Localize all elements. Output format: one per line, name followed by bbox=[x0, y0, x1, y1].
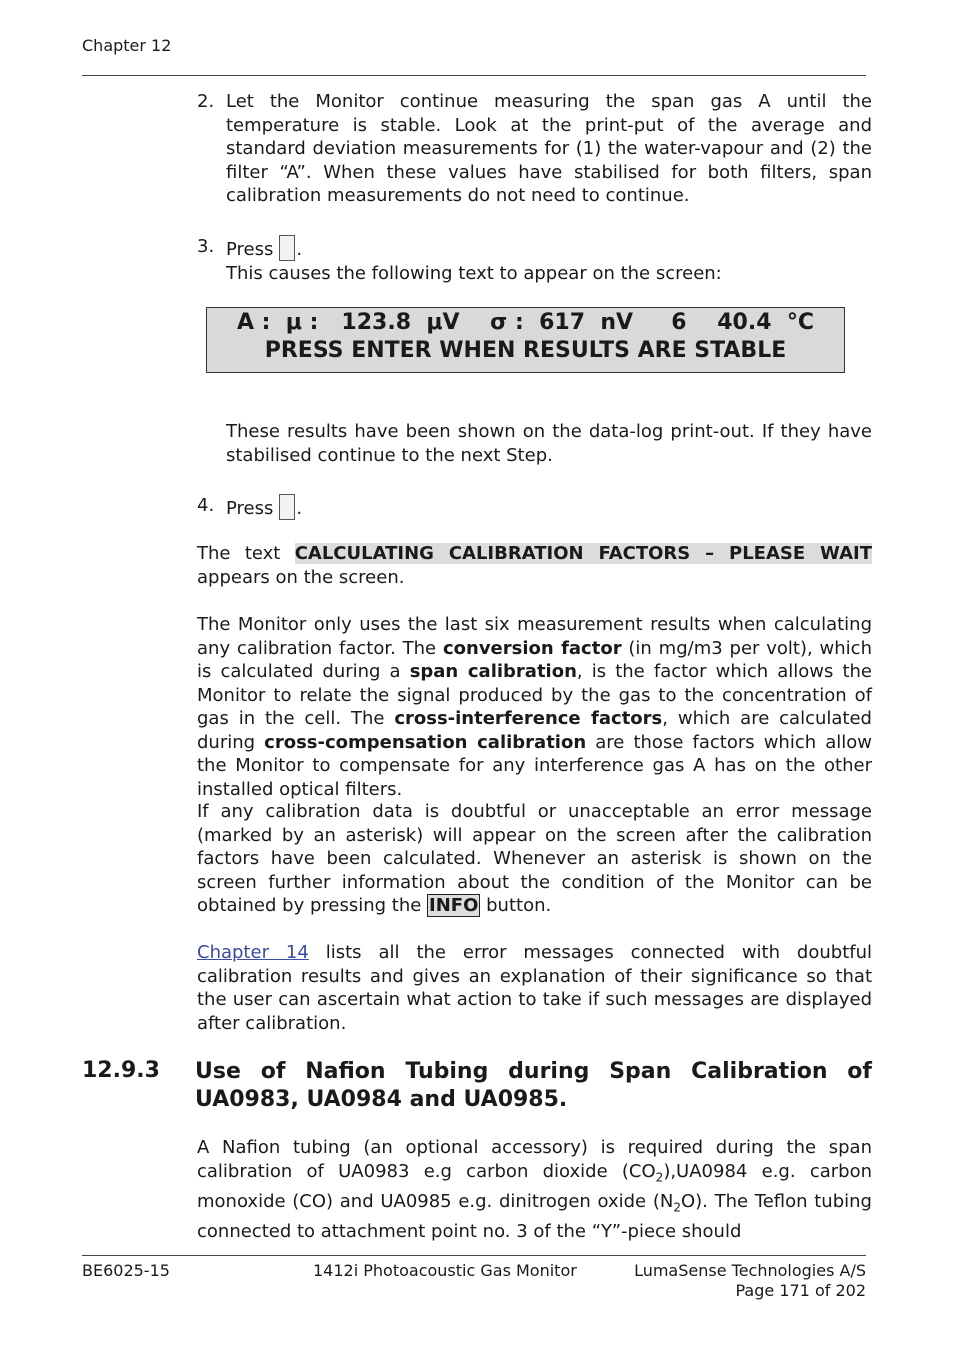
step-4-number: 4. bbox=[197, 495, 215, 516]
chapter-reference-paragraph: Chapter 14 lists all the error messages connected with doubtful calibration results and gives an explanation of their significance so that the user can ascertain what action to take if such messages are displayed after calibration. bbox=[197, 942, 873, 1034]
step-4-text: Press . bbox=[226, 494, 872, 521]
step-3-press-label: Press bbox=[226, 239, 274, 260]
info-button-label: INFO bbox=[429, 895, 479, 916]
screen-line-1: A : μ : 123.8 μV σ : 617 nV 6 40.4 °C bbox=[236, 310, 814, 335]
screen-line-2: PRESS ENTER WHEN RESULTS ARE STABLE bbox=[264, 338, 787, 363]
footer-rule bbox=[82, 1255, 866, 1256]
step-3-line2: This causes the following text to appear on the screen: bbox=[226, 262, 722, 284]
header-rule bbox=[82, 75, 866, 76]
calibration-factor-paragraph: The Monitor only uses the last six measurement results when calculating any calibration factor. The conversion factor (in mg/m3 per volt), which is calculated during a span calibration, is the factor which allows the Monitor to relate the signal produced by the gas to the concentration of gas in the cell. The cross-interference factors, which are calculated during cross-compensation calibration are those factors which allow the Monitor to compensate for any interference gas A has on the other installed optical filters. bbox=[197, 614, 872, 800]
nafion-paragraph: A Nafion tubing (an optional accessory) is required during the span calibration of UA0983 e.g carbon dioxide $(CO_2),UA0984$ e.g. carbon monoxide (CO) and UA0985 e.g. dinitrogen oxide $(N_2O)$. The Teflon tubing connected to attachment point no. 3 of the “Y”-piece should bbox=[197, 1137, 872, 1242]
footer-doc-number: BE6025-15 bbox=[82, 1261, 170, 1280]
enter-key-icon bbox=[279, 235, 295, 261]
calculating-message: CALCULATING CALIBRATION FACTORS – PLEASE WAIT bbox=[294, 543, 872, 564]
section-number: 12.9.3 bbox=[82, 1058, 160, 1083]
footer-company-page bbox=[560, 1261, 866, 1301]
step-3-number: 3. bbox=[197, 236, 215, 257]
footer-company: LumaSense Technologies A/S bbox=[634, 1261, 866, 1280]
monitor-screen-display bbox=[206, 307, 845, 373]
error-message-paragraph: If any calibration data is doubtful or unacceptable an error message (marked by an asterisk) will appear on the screen after the calibration factors have been calculated. Whenever an asterisk is shown on the screen further information about the condition of the Monitor can be obtained by pressing the INFO button. bbox=[197, 801, 872, 916]
step-4-press-label: Press bbox=[226, 498, 274, 519]
step-3-text: Press . This causes the following text to appear on the screen: bbox=[226, 235, 872, 285]
footer-product: 1412i Photoacoustic Gas Monitor bbox=[313, 1261, 577, 1280]
section-title: Use of Nafion Tubing during Span Calibration of UA0983, UA0984 and UA0985. bbox=[195, 1059, 872, 1112]
enter-key-icon bbox=[279, 494, 295, 520]
results-note: These results have been shown on the data-log print-out. If they have stabilised continue to the next Step. bbox=[226, 421, 872, 466]
step-2-number: 2. bbox=[197, 91, 215, 112]
calculating-paragraph: The text CALCULATING CALIBRATION FACTORS – PLEASE WAIT appears on the screen. bbox=[197, 543, 872, 588]
chapter-14-link[interactable]: Chapter 14 bbox=[197, 942, 309, 963]
footer-page-number: Page 171 of 202 bbox=[735, 1281, 866, 1300]
running-header: Chapter 12 bbox=[82, 36, 172, 55]
step-2-text: Let the Monitor continue measuring the span gas A until the temperature is stable. Look at the print-put of the average and standard deviation measurements for (1) the water-vapour and (2) the filter “A”. When these values have stabilised for both filters, span calibration measurements do not need to continue. bbox=[226, 91, 872, 206]
